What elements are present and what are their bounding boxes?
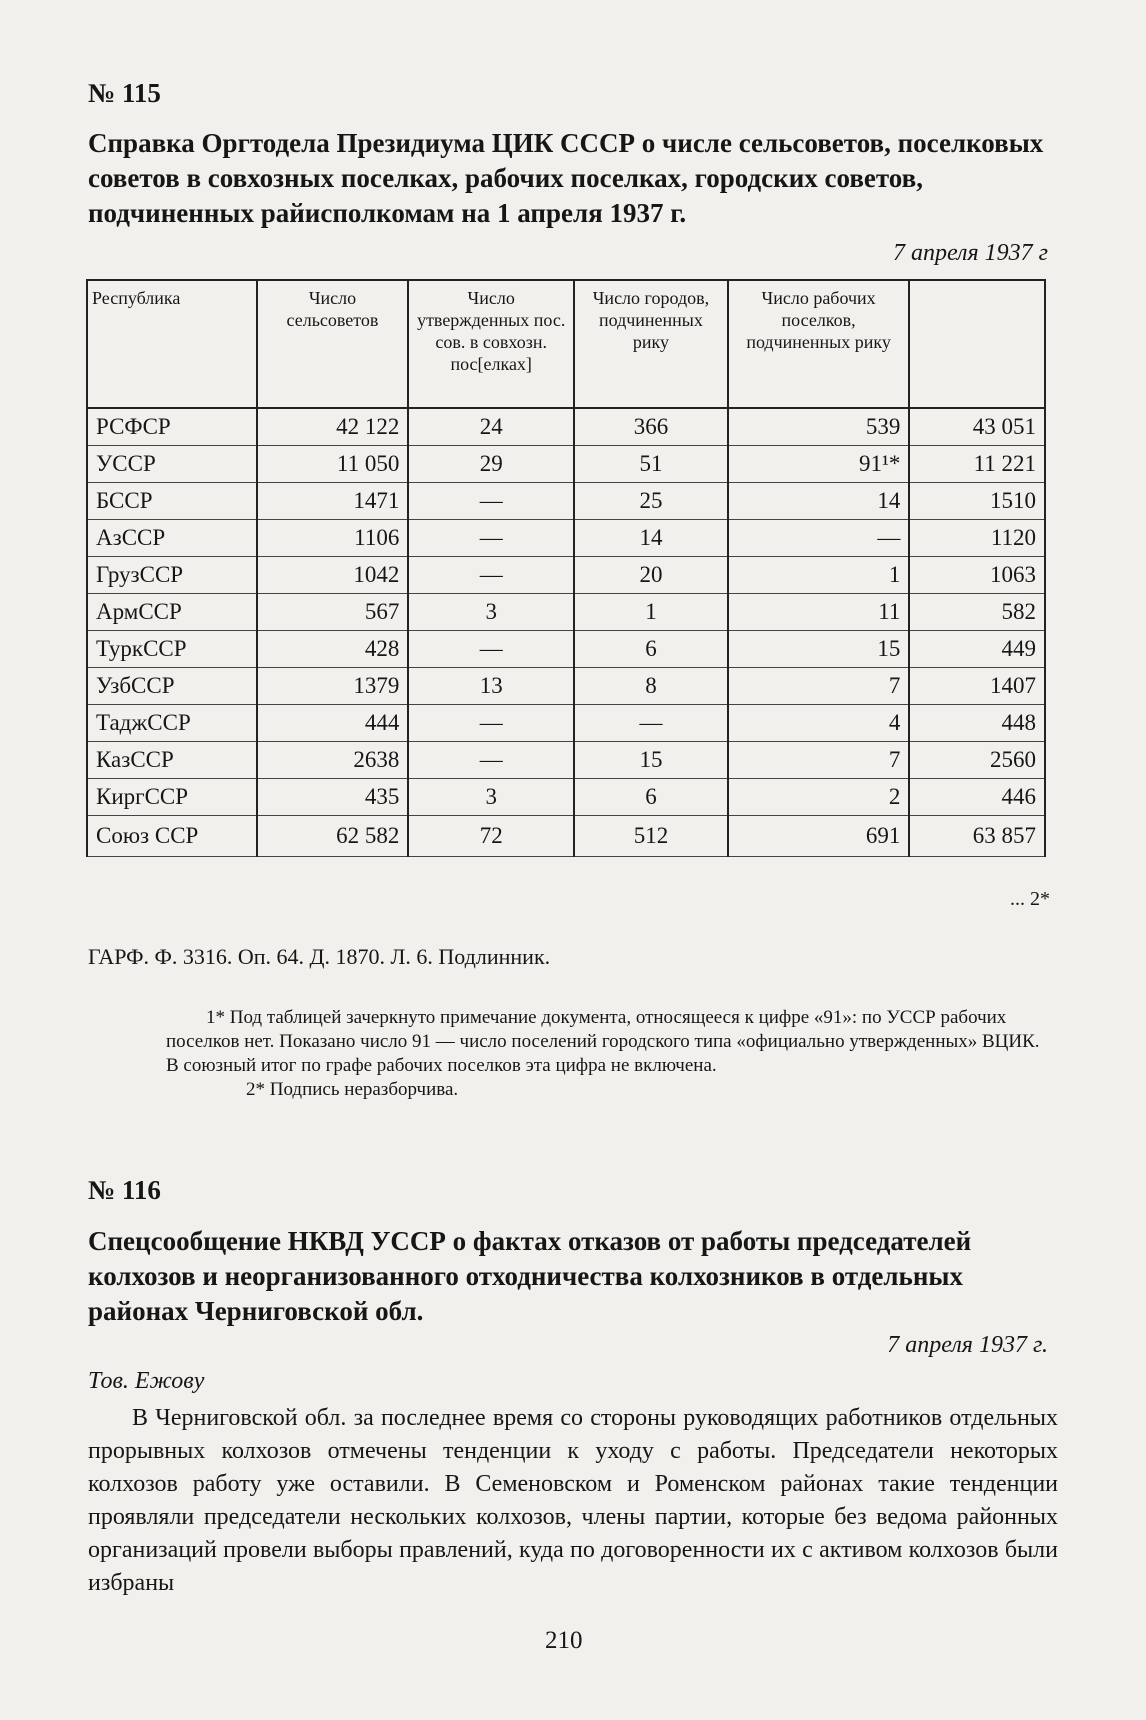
table-header-cell: Число городов, подчиненных рику (574, 280, 728, 408)
table-cell: 14 (574, 520, 728, 557)
table-cell: 691 (728, 816, 910, 857)
table-row (87, 631, 1045, 668)
table-cell: 567 (257, 594, 409, 631)
table-cell: 366 (574, 408, 728, 446)
table-cell: 91¹* (728, 446, 910, 483)
republic-name-cell: УзбССР (87, 668, 257, 705)
table-cell: 24 (408, 408, 574, 446)
table-cell: — (728, 520, 910, 557)
table-cell: 449 (909, 631, 1045, 668)
table-cell: 8 (574, 668, 728, 705)
table-cell: — (408, 631, 574, 668)
table-cell: 15 (574, 742, 728, 779)
republic-name-cell: ТаджССР (87, 705, 257, 742)
table-header-cell: Число рабочих поселков, подчиненных рику (728, 280, 910, 408)
republic-name-cell: ТуркССР (87, 631, 257, 668)
table-row (87, 408, 1045, 446)
table-cell: 29 (408, 446, 574, 483)
table-cell: 512 (574, 816, 728, 857)
table-cell: 2638 (257, 742, 409, 779)
table-cell: 25 (574, 483, 728, 520)
table-cell: 11 050 (257, 446, 409, 483)
republic-name-cell: БССР (87, 483, 257, 520)
table-header-cell: Республика (87, 280, 257, 408)
table-cell: 539 (728, 408, 910, 446)
table-cell: — (408, 705, 574, 742)
table-row (87, 446, 1045, 483)
table-row (87, 705, 1045, 742)
table-row (87, 557, 1045, 594)
republic-name-cell: АрмССР (87, 594, 257, 631)
table-header-cell (909, 280, 1045, 408)
table-cell: 62 582 (257, 816, 409, 857)
table-row (87, 520, 1045, 557)
republic-name-cell: КиргССР (87, 779, 257, 816)
salutation: Тов. Ежову (88, 1368, 205, 1394)
table-cell: 42 122 (257, 408, 409, 446)
republic-name-cell: УССР (87, 446, 257, 483)
table-cell: 7 (728, 742, 910, 779)
doc-116-date: 7 апреля 1937 г. (887, 1332, 1048, 1358)
table-cell: 1 (574, 594, 728, 631)
table-cell: 428 (257, 631, 409, 668)
archive-source: ГАРФ. Ф. 3316. Оп. 64. Д. 1870. Л. 6. Подлинник. (88, 944, 551, 969)
republic-name-cell: Союз ССР (87, 816, 257, 857)
table-cell: 1063 (909, 557, 1045, 594)
table-row (87, 779, 1045, 816)
footnote-1: 1* Под таблицей зачеркнуто примечание документа, относящееся к цифре «91»: по УССР рабочих поселков нет. Показано число 91 — число поселений городского типа «официально утвержденных» ВЦИК. В союзный итог по графе рабочих поселков эта цифра не включена. (166, 1007, 1040, 1076)
table-cell: 51 (574, 446, 728, 483)
table-cell: 43 051 (909, 408, 1045, 446)
table-cell: 2560 (909, 742, 1045, 779)
table-header-row (87, 280, 1045, 408)
doc-115-title: Справка Оргтодела Президиума ЦИК СССР о числе сельсоветов, поселковых советов в совхозных поселках, рабочих поселках, городских советов, подчиненных райисполкомам на 1 апреля 1937 г. (88, 128, 1044, 228)
table-cell: 3 (408, 594, 574, 631)
page-number: 210 (545, 1627, 583, 1654)
table-header-cell: Число сельсоветов (257, 280, 409, 408)
table-cell: — (574, 705, 728, 742)
table-cell: — (408, 742, 574, 779)
table-cell: 446 (909, 779, 1045, 816)
table-cell: — (408, 520, 574, 557)
table-cell: 435 (257, 779, 409, 816)
republic-name-cell: КазССР (87, 742, 257, 779)
table-cell: 14 (728, 483, 910, 520)
table-total-row (87, 816, 1045, 857)
table-cell: 11 (728, 594, 910, 631)
table-cell: 4 (728, 705, 910, 742)
footnote-2: 2* Подпись неразборчива. (246, 1079, 459, 1100)
doc-116-number: № 116 (88, 1175, 161, 1205)
table-cell: 1120 (909, 520, 1045, 557)
table-cell: 7 (728, 668, 910, 705)
table-row (87, 594, 1045, 631)
table-cell: 1106 (257, 520, 409, 557)
table-row (87, 668, 1045, 705)
table-cell: 582 (909, 594, 1045, 631)
table-cell: 1042 (257, 557, 409, 594)
body-paragraph: В Черниговской обл. за последнее время со стороны руководящих работников отдельных прорывных колхозов отмечены тенденции к уходу с работы. Председатели некоторых колхозов работу уже оставили. В Семеновском и Роменском районах такие тенденции проявляли председатели нескольких колхозов, члены партии, которые без ведома районных организаций провели выборы правлений, куда по договоренности их с активом колхозов были избраны (88, 1405, 1058, 1596)
table-cell: — (408, 483, 574, 520)
table-cell: 1471 (257, 483, 409, 520)
doc-115-date: 7 апреля 1937 г (892, 240, 1048, 266)
councils-table (86, 279, 1046, 857)
table-cell: 63 857 (909, 816, 1045, 857)
signature-note: ... 2* (1010, 888, 1050, 910)
table-cell: 1407 (909, 668, 1045, 705)
table-cell: 72 (408, 816, 574, 857)
table-cell: 444 (257, 705, 409, 742)
republic-name-cell: АзССР (87, 520, 257, 557)
table-cell: 1379 (257, 668, 409, 705)
table-cell: 3 (408, 779, 574, 816)
table-cell: 15 (728, 631, 910, 668)
republic-name-cell: РСФСР (87, 408, 257, 446)
footnotes (166, 1006, 1046, 1102)
table-cell: 13 (408, 668, 574, 705)
table-cell: 11 221 (909, 446, 1045, 483)
table-cell: 20 (574, 557, 728, 594)
table-cell: 1510 (909, 483, 1045, 520)
table-cell: 6 (574, 631, 728, 668)
doc-116-title: Спецсообщение НКВД УССР о фактах отказов от работы председателей колхозов и неорганизованного отходничества колхозников в отдельных районах Черниговской обл. (88, 1226, 972, 1326)
table-cell: 1 (728, 557, 910, 594)
table-row (87, 742, 1045, 779)
table-cell: 448 (909, 705, 1045, 742)
republic-name-cell: ГрузССР (87, 557, 257, 594)
table-header-cell: Число утвержденных пос. сов. в совхозн. пос[елках] (408, 280, 574, 408)
table-cell: 6 (574, 779, 728, 816)
doc-115-number: № 115 (88, 78, 161, 108)
table-cell: — (408, 557, 574, 594)
table-row (87, 483, 1045, 520)
table-cell: 2 (728, 779, 910, 816)
